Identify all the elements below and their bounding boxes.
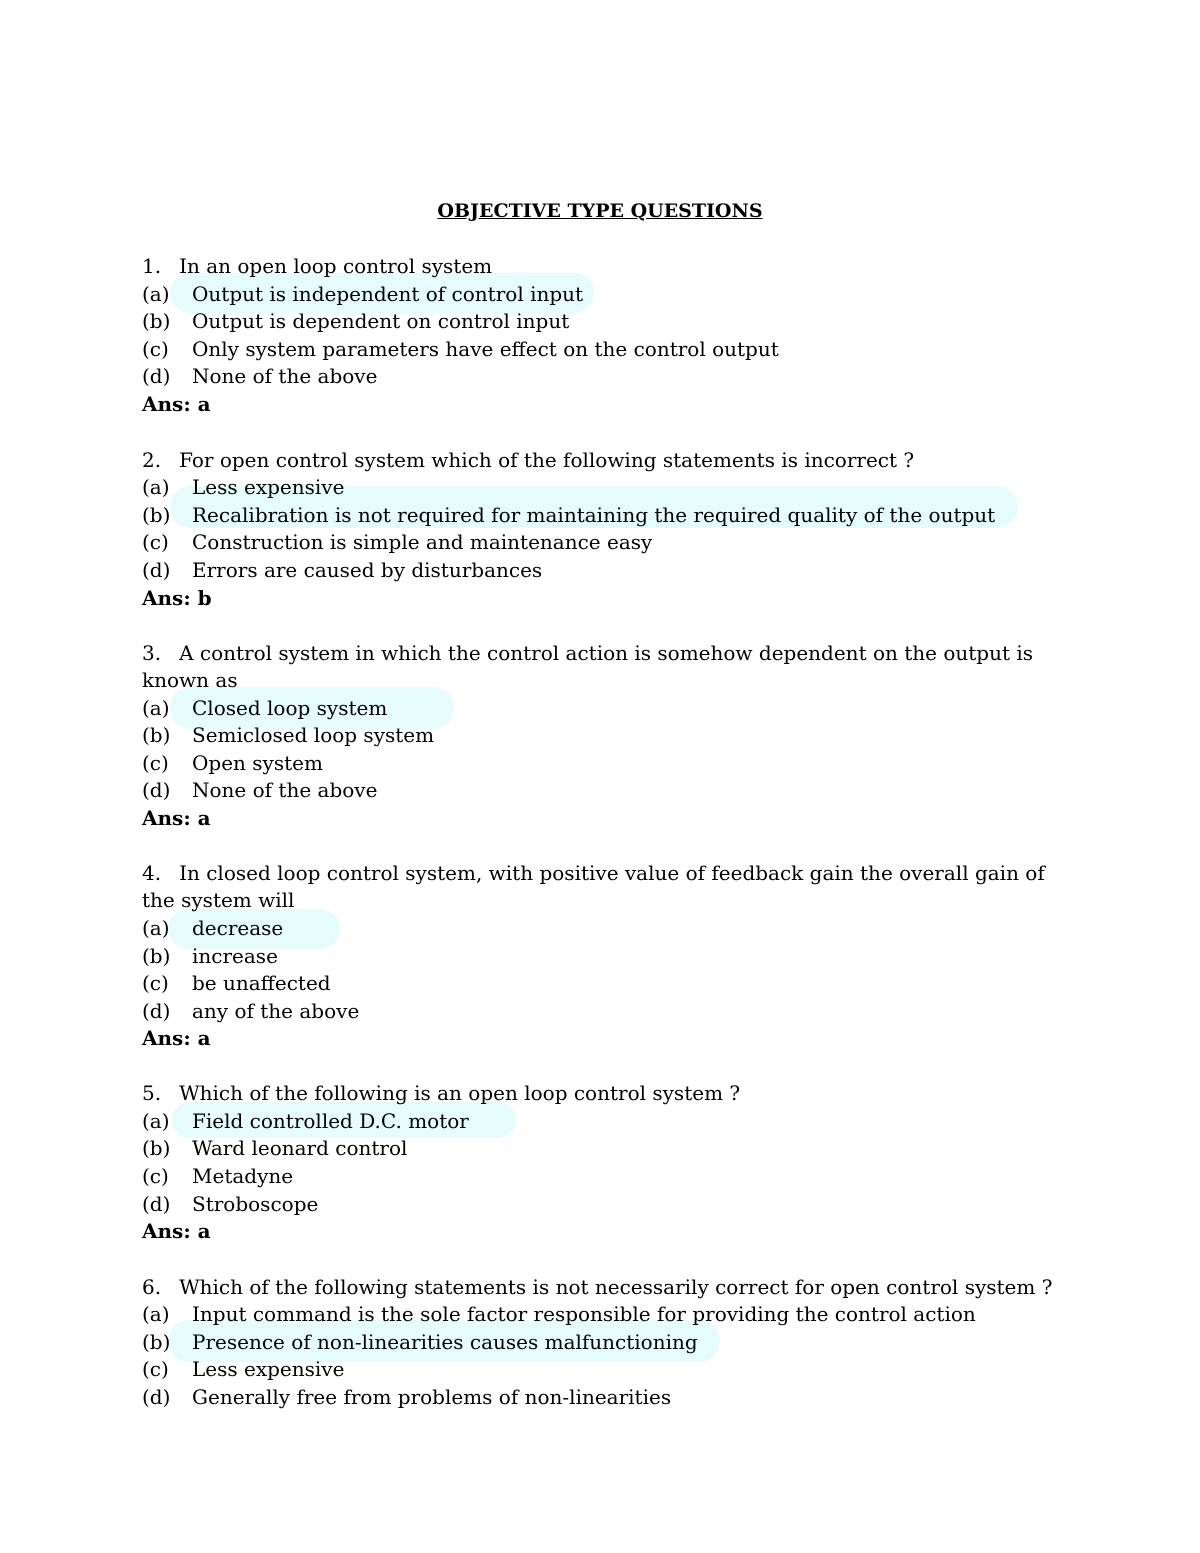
option-label: (c) <box>142 1357 169 1381</box>
option-text: Semiclosed loop system <box>192 723 435 747</box>
option-text: Less expensive <box>192 475 345 499</box>
question-number: 5. <box>142 1081 162 1105</box>
option-label: (a) <box>142 282 170 306</box>
option-label: (a) <box>142 1109 170 1133</box>
q1-option-a <box>142 280 583 308</box>
option-text: Closed loop system <box>192 696 388 720</box>
option-label: (c) <box>142 751 169 775</box>
q1-answer: Ans: a <box>142 392 211 416</box>
question-text: A control system in which the control action is somehow dependent on the output is <box>179 641 1034 665</box>
q4-answer: Ans: a <box>142 1026 211 1050</box>
option-text: Open system <box>192 751 323 775</box>
q4-option-a <box>142 914 283 942</box>
option-label: (c) <box>142 1164 169 1188</box>
option-text: decrease <box>192 916 284 940</box>
option-text: Construction is simple and maintenance easy <box>192 530 653 554</box>
q4-option-d <box>142 997 359 1025</box>
option-text: Field controlled D.C. motor <box>192 1109 469 1133</box>
q6-option-c <box>142 1355 344 1383</box>
question-number: 2. <box>142 448 162 472</box>
option-label: (d) <box>142 999 171 1023</box>
q5-option-c <box>142 1162 293 1190</box>
option-text: any of the above <box>192 999 360 1023</box>
question-4-continued: the system will <box>142 888 295 912</box>
q3-option-a <box>142 694 387 722</box>
q2-answer: Ans: b <box>142 586 212 610</box>
option-text: increase <box>192 944 278 968</box>
option-text: None of the above <box>192 364 378 388</box>
option-text: be unaffected <box>192 971 331 995</box>
q5-option-d <box>142 1190 318 1218</box>
q4-option-b <box>142 942 278 970</box>
option-text: Recalibration is not required for maintaining the required quality of the output <box>192 503 996 527</box>
q1-option-d <box>142 362 377 390</box>
option-text: None of the above <box>192 778 378 802</box>
option-text: Metadyne <box>192 1164 294 1188</box>
question-number: 6. <box>142 1275 162 1299</box>
option-label: (a) <box>142 696 170 720</box>
q5-option-a <box>142 1107 469 1135</box>
question-number: 4. <box>142 861 162 885</box>
q2-option-c <box>142 528 652 556</box>
question-text: In an open loop control system <box>179 254 493 278</box>
option-text: Output is independent of control input <box>192 282 584 306</box>
q1-option-b <box>142 307 569 335</box>
question-number: 1. <box>142 254 162 278</box>
question-1 <box>142 252 492 280</box>
option-label: (d) <box>142 364 171 388</box>
question-text: For open control system which of the following statements is incorrect ? <box>179 448 915 472</box>
q2-option-d <box>142 556 542 584</box>
q3-option-c <box>142 749 323 777</box>
option-label: (d) <box>142 558 171 582</box>
question-6 <box>142 1273 1052 1301</box>
option-label: (b) <box>142 1330 171 1354</box>
question-text: In closed loop control system, with positive value of feedback gain the overall gain of <box>179 861 1045 885</box>
option-text: Ward leonard control <box>192 1136 408 1160</box>
option-label: (b) <box>142 723 171 747</box>
option-text: Less expensive <box>192 1357 345 1381</box>
q5-option-b <box>142 1134 407 1162</box>
option-label: (b) <box>142 944 171 968</box>
option-label: (a) <box>142 1302 170 1326</box>
q3-option-b <box>142 721 434 749</box>
option-label: (b) <box>142 1136 171 1160</box>
q6-option-b <box>142 1328 698 1356</box>
question-text: Which of the following is an open loop control system ? <box>179 1081 741 1105</box>
option-label: (d) <box>142 778 171 802</box>
option-label: (c) <box>142 971 169 995</box>
question-3 <box>142 639 1033 667</box>
option-label: (b) <box>142 503 171 527</box>
option-label: (a) <box>142 916 170 940</box>
option-text: Presence of non-linearities causes malfunctioning <box>192 1330 698 1354</box>
question-number: 3. <box>142 641 162 665</box>
q1-option-c <box>142 335 779 363</box>
q2-option-b <box>142 501 995 529</box>
option-label: (a) <box>142 475 170 499</box>
option-text: Generally free from problems of non-linearities <box>192 1385 672 1409</box>
option-text: Input command is the sole factor responsible for providing the control action <box>192 1302 976 1326</box>
option-text: Errors are caused by disturbances <box>192 558 543 582</box>
question-4 <box>142 859 1045 887</box>
option-label: (b) <box>142 309 171 333</box>
option-text: Output is dependent on control input <box>192 309 570 333</box>
q2-option-a <box>142 473 344 501</box>
q5-answer: Ans: a <box>142 1219 211 1243</box>
option-label: (c) <box>142 530 169 554</box>
question-text: Which of the following statements is not necessarily correct for open control system ? <box>179 1275 1053 1299</box>
question-5 <box>142 1079 740 1107</box>
q6-option-a <box>142 1300 976 1328</box>
q4-option-c <box>142 969 331 997</box>
question-2 <box>142 446 914 474</box>
page-title: OBJECTIVE TYPE QUESTIONS <box>437 200 763 222</box>
q6-option-d <box>142 1383 671 1411</box>
q3-answer: Ans: a <box>142 806 211 830</box>
option-label: (d) <box>142 1385 171 1409</box>
q3-option-d <box>142 776 377 804</box>
option-label: (c) <box>142 337 169 361</box>
option-text: Only system parameters have effect on the control output <box>192 337 779 361</box>
option-label: (d) <box>142 1192 171 1216</box>
question-3-continued: known as <box>142 668 238 692</box>
option-text: Stroboscope <box>192 1192 319 1216</box>
